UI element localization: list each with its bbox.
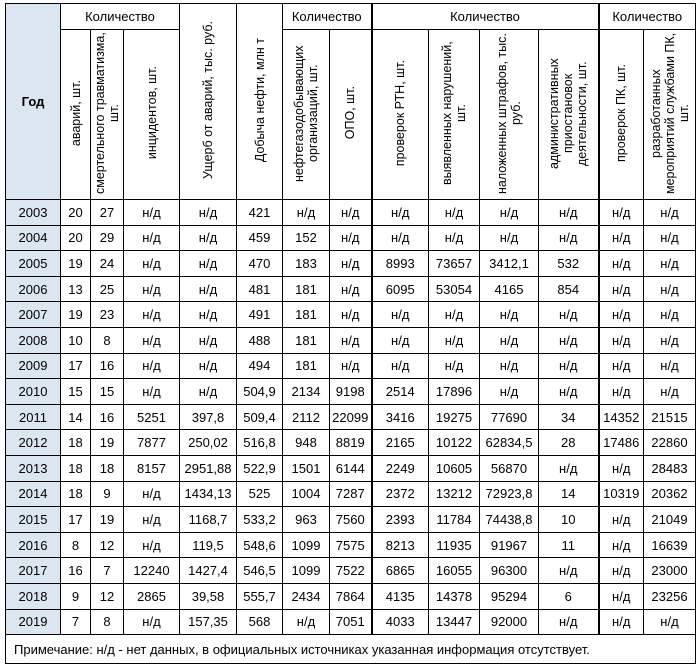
violations-cell: 16055	[429, 558, 480, 584]
damage-cell: н/д	[180, 379, 237, 405]
suspensions-cell: 11	[539, 532, 599, 558]
incidents-cell: н/д	[124, 302, 180, 328]
year-cell: 2004	[6, 225, 61, 251]
accidents-cell: 16	[61, 558, 91, 584]
pk-measures-header	[644, 30, 696, 200]
orgs-cell: 2112	[283, 404, 330, 430]
orgs-cell: 181	[283, 276, 330, 302]
pk-checks-cell: н/д	[599, 455, 644, 481]
oil-header-label: Добыча нефти, млн т	[252, 37, 267, 163]
table-row	[6, 302, 696, 328]
violations-cell: 19275	[429, 404, 480, 430]
fines-cell: 96300	[480, 558, 539, 584]
damage-cell: 119,5	[180, 532, 237, 558]
table-row	[6, 507, 696, 533]
violations-cell: 13447	[429, 609, 480, 635]
accidents-cell: 20	[61, 225, 91, 251]
incidents-cell: н/д	[124, 481, 180, 507]
year-cell: 2009	[6, 353, 61, 379]
suspensions-cell: 28	[539, 430, 599, 456]
violations-cell: 53054	[429, 276, 480, 302]
violations-cell: н/д	[429, 327, 480, 353]
violations-cell: 13212	[429, 481, 480, 507]
table-note: Примечание: н/д - нет данных, в официальных источниках указанная информация отсутствует.	[6, 635, 696, 664]
fines-cell: 74438,8	[480, 507, 539, 533]
year-cell: 2010	[6, 379, 61, 405]
group-header-count-4: Количество	[599, 4, 696, 30]
damage-cell: н/д	[180, 353, 237, 379]
damage-header	[180, 4, 237, 200]
group-header-count-3: Количество	[372, 4, 599, 30]
orgs-cell: 963	[283, 507, 330, 533]
year-cell: 2008	[6, 327, 61, 353]
rtn-checks-cell: н/д	[372, 327, 429, 353]
violations-cell: 14378	[429, 583, 480, 609]
table-row	[6, 481, 696, 507]
incidents-cell: н/д	[124, 353, 180, 379]
violations-cell: н/д	[429, 353, 480, 379]
oil-header	[237, 4, 283, 200]
incidents-cell: н/д	[124, 507, 180, 533]
orgs-cell: 1099	[283, 558, 330, 584]
rtn-checks-cell: 4033	[372, 609, 429, 635]
opo-cell: н/д	[330, 327, 372, 353]
suspensions-cell: 854	[539, 276, 599, 302]
fines-cell: 92000	[480, 609, 539, 635]
suspensions-cell: 6	[539, 583, 599, 609]
year-cell: 2005	[6, 251, 61, 277]
accidents-cell: 8	[61, 532, 91, 558]
pk-measures-cell: н/д	[644, 302, 696, 328]
year-cell: 2012	[6, 430, 61, 456]
fatal-cell: 12	[91, 532, 124, 558]
pk-checks-cell: н/д	[599, 327, 644, 353]
damage-cell: н/д	[180, 276, 237, 302]
oil-cell: 548,6	[237, 532, 283, 558]
fatal-header	[91, 30, 124, 200]
fatal-cell: 27	[91, 200, 124, 226]
pk-measures-cell: н/д	[644, 379, 696, 405]
damage-cell: н/д	[180, 225, 237, 251]
table-row	[6, 558, 696, 584]
pk-checks-cell: н/д	[599, 532, 644, 558]
violations-header-label: выявленных нарушений, шт.	[440, 41, 468, 185]
year-cell: 2017	[6, 558, 61, 584]
fines-cell: 72923,8	[480, 481, 539, 507]
pk-measures-cell: 22860	[644, 430, 696, 456]
opo-cell: 7051	[330, 609, 372, 635]
damage-cell: н/д	[180, 327, 237, 353]
rtn-checks-header-label: проверок РТН, шт.	[393, 59, 408, 167]
damage-cell: 39,58	[180, 583, 237, 609]
fatal-cell: 8	[91, 327, 124, 353]
suspensions-cell: н/д	[539, 455, 599, 481]
orgs-cell: 2134	[283, 379, 330, 405]
damage-cell: 1168,7	[180, 507, 237, 533]
opo-cell: 7560	[330, 507, 372, 533]
damage-cell: 157,35	[180, 609, 237, 635]
incidents-header	[124, 30, 180, 200]
oil-cell: 533,2	[237, 507, 283, 533]
oil-cell: 481	[237, 276, 283, 302]
pk-checks-cell: н/д	[599, 558, 644, 584]
opo-cell: н/д	[330, 251, 372, 277]
violations-cell: 73657	[429, 251, 480, 277]
violations-cell: н/д	[429, 302, 480, 328]
violations-cell: 10605	[429, 455, 480, 481]
fines-cell: н/д	[480, 379, 539, 405]
opo-cell: 7864	[330, 583, 372, 609]
rtn-checks-cell: 2393	[372, 507, 429, 533]
fatal-cell: 24	[91, 251, 124, 277]
year-cell: 2007	[6, 302, 61, 328]
suspensions-cell: 10	[539, 507, 599, 533]
group-header-count-2: Количество	[283, 4, 372, 30]
table-row	[6, 430, 696, 456]
pk-checks-cell: н/д	[599, 276, 644, 302]
fatal-cell: 8	[91, 609, 124, 635]
orgs-cell: 1501	[283, 455, 330, 481]
opo-cell: н/д	[330, 276, 372, 302]
suspensions-cell: 532	[539, 251, 599, 277]
pk-checks-cell: н/д	[599, 353, 644, 379]
opo-cell: 9198	[330, 379, 372, 405]
incidents-cell: н/д	[124, 225, 180, 251]
suspensions-header-label: административных приостановок деятельности, шт.	[547, 57, 590, 169]
suspensions-cell: н/д	[539, 558, 599, 584]
pk-checks-cell: н/д	[599, 507, 644, 533]
pk-checks-header	[599, 30, 644, 200]
incidents-cell: 5251	[124, 404, 180, 430]
opo-cell: 8819	[330, 430, 372, 456]
incidents-cell: 12240	[124, 558, 180, 584]
accidents-cell: 19	[61, 251, 91, 277]
pk-checks-cell: н/д	[599, 225, 644, 251]
orgs-header-label: нефтегазодобывающих организаций, шт.	[292, 44, 320, 182]
pk-measures-cell: н/д	[644, 251, 696, 277]
accidents-cell: 19	[61, 302, 91, 328]
oil-cell: 516,8	[237, 430, 283, 456]
accidents-cell: 15	[61, 379, 91, 405]
orgs-cell: 181	[283, 353, 330, 379]
oil-cell: 509,4	[237, 404, 283, 430]
orgs-cell: 1099	[283, 532, 330, 558]
pk-checks-cell: 10319	[599, 481, 644, 507]
rtn-checks-cell: 6095	[372, 276, 429, 302]
fines-cell: 77690	[480, 404, 539, 430]
rtn-checks-cell: 2249	[372, 455, 429, 481]
rtn-checks-cell: 2165	[372, 430, 429, 456]
oil-cell: 555,7	[237, 583, 283, 609]
accidents-cell: 10	[61, 327, 91, 353]
opo-header-label: ОПО, шт.	[343, 86, 358, 140]
suspensions-cell: н/д	[539, 609, 599, 635]
oil-cell: 421	[237, 200, 283, 226]
year-cell: 2011	[6, 404, 61, 430]
damage-cell: 250,02	[180, 430, 237, 456]
table-row	[6, 353, 696, 379]
rtn-checks-cell: 3416	[372, 404, 429, 430]
table-row	[6, 583, 696, 609]
year-cell: 2019	[6, 609, 61, 635]
fines-cell: н/д	[480, 327, 539, 353]
pk-measures-cell: н/д	[644, 276, 696, 302]
orgs-cell: 948	[283, 430, 330, 456]
table-row	[6, 455, 696, 481]
oil-cell: 525	[237, 481, 283, 507]
fatal-cell: 29	[91, 225, 124, 251]
orgs-cell: 183	[283, 251, 330, 277]
opo-cell: 6144	[330, 455, 372, 481]
pk-measures-cell: 23256	[644, 583, 696, 609]
orgs-cell: н/д	[283, 200, 330, 226]
fines-cell: н/д	[480, 302, 539, 328]
pk-measures-header-label: разработанных мероприятий службами ПК, шт.	[648, 32, 691, 194]
opo-cell: 22099	[330, 404, 372, 430]
accidents-cell: 18	[61, 430, 91, 456]
opo-cell: 7287	[330, 481, 372, 507]
accidents-cell: 17	[61, 353, 91, 379]
table-row	[6, 200, 696, 226]
incidents-cell: н/д	[124, 609, 180, 635]
pk-measures-cell: н/д	[644, 225, 696, 251]
oil-cell: 491	[237, 302, 283, 328]
orgs-cell: 2434	[283, 583, 330, 609]
pk-checks-cell: н/д	[599, 583, 644, 609]
violations-cell: н/д	[429, 225, 480, 251]
opo-cell: н/д	[330, 302, 372, 328]
year-header: Год	[6, 4, 61, 200]
pk-measures-cell: н/д	[644, 609, 696, 635]
fatal-cell: 16	[91, 404, 124, 430]
fines-cell: 62834,5	[480, 430, 539, 456]
accidents-cell: 18	[61, 455, 91, 481]
suspensions-cell: н/д	[539, 353, 599, 379]
opo-cell: н/д	[330, 200, 372, 226]
damage-cell: н/д	[180, 251, 237, 277]
pk-checks-cell: 17486	[599, 430, 644, 456]
fines-cell: 56870	[480, 455, 539, 481]
suspensions-cell: 14	[539, 481, 599, 507]
year-cell: 2015	[6, 507, 61, 533]
accidents-cell: 9	[61, 583, 91, 609]
damage-cell: н/д	[180, 200, 237, 226]
accidents-header-label: аварий, шт.	[68, 79, 83, 147]
oil-cell: 504,9	[237, 379, 283, 405]
violations-cell: 17896	[429, 379, 480, 405]
pk-measures-cell: 16639	[644, 532, 696, 558]
table-row	[6, 379, 696, 405]
pk-measures-cell: 28483	[644, 455, 696, 481]
incidents-cell: н/д	[124, 251, 180, 277]
year-cell: 2013	[6, 455, 61, 481]
orgs-cell: 181	[283, 302, 330, 328]
pk-measures-cell: н/д	[644, 327, 696, 353]
oil-cell: 494	[237, 353, 283, 379]
orgs-cell: 181	[283, 327, 330, 353]
damage-cell: 1427,4	[180, 558, 237, 584]
opo-header	[330, 30, 372, 200]
rtn-checks-header	[372, 30, 429, 200]
orgs-cell: 1004	[283, 481, 330, 507]
pk-measures-cell: 21515	[644, 404, 696, 430]
incidents-cell: 8157	[124, 455, 180, 481]
rtn-checks-cell: н/д	[372, 353, 429, 379]
data-table-wrapper	[5, 3, 696, 664]
year-cell: 2018	[6, 583, 61, 609]
rtn-checks-cell: н/д	[372, 200, 429, 226]
rtn-checks-cell: 2372	[372, 481, 429, 507]
oil-cell: 522,9	[237, 455, 283, 481]
fatal-cell: 16	[91, 353, 124, 379]
year-cell: 2003	[6, 200, 61, 226]
rtn-checks-cell: 8213	[372, 532, 429, 558]
suspensions-cell: н/д	[539, 225, 599, 251]
fatal-cell: 12	[91, 583, 124, 609]
violations-cell: 11935	[429, 532, 480, 558]
accidents-cell: 17	[61, 507, 91, 533]
incidents-cell: н/д	[124, 276, 180, 302]
oil-cell: 546,5	[237, 558, 283, 584]
fines-cell: 95294	[480, 583, 539, 609]
incidents-cell: 7877	[124, 430, 180, 456]
fatal-cell: 19	[91, 507, 124, 533]
fines-cell: 4165	[480, 276, 539, 302]
opo-cell: н/д	[330, 225, 372, 251]
orgs-header	[283, 30, 330, 200]
pk-measures-cell: н/д	[644, 353, 696, 379]
pk-checks-cell: н/д	[599, 379, 644, 405]
suspensions-cell: н/д	[539, 200, 599, 226]
data-table	[5, 3, 696, 664]
year-cell: 2016	[6, 532, 61, 558]
suspensions-cell: н/д	[539, 379, 599, 405]
accidents-header	[61, 30, 91, 200]
suspensions-cell: н/д	[539, 302, 599, 328]
table-row	[6, 609, 696, 635]
damage-cell: н/д	[180, 302, 237, 328]
opo-cell: 7522	[330, 558, 372, 584]
accidents-cell: 20	[61, 200, 91, 226]
rtn-checks-cell: 6865	[372, 558, 429, 584]
year-cell: 2006	[6, 276, 61, 302]
fatal-cell: 23	[91, 302, 124, 328]
fatal-cell: 18	[91, 455, 124, 481]
accidents-cell: 18	[61, 481, 91, 507]
suspensions-cell: н/д	[539, 327, 599, 353]
table-row	[6, 404, 696, 430]
incidents-cell: н/д	[124, 379, 180, 405]
oil-cell: 488	[237, 327, 283, 353]
pk-checks-cell: н/д	[599, 302, 644, 328]
group-header-count-1: Количество	[61, 4, 180, 30]
violations-cell: 10122	[429, 430, 480, 456]
rtn-checks-cell: н/д	[372, 302, 429, 328]
fatal-header-label: смертельного травматизма, шт.	[93, 32, 121, 194]
fines-cell: н/д	[480, 225, 539, 251]
table-row	[6, 276, 696, 302]
pk-measures-cell: н/д	[644, 200, 696, 226]
rtn-checks-cell: 8993	[372, 251, 429, 277]
violations-header	[429, 30, 480, 200]
incidents-cell: н/д	[124, 200, 180, 226]
orgs-cell: 152	[283, 225, 330, 251]
pk-measures-cell: 20362	[644, 481, 696, 507]
accidents-cell: 13	[61, 276, 91, 302]
oil-cell: 459	[237, 225, 283, 251]
accidents-cell: 7	[61, 609, 91, 635]
damage-cell: 2951,88	[180, 455, 237, 481]
damage-cell: 397,8	[180, 404, 237, 430]
incidents-header-label: инцидентов, шт.	[144, 66, 159, 160]
incidents-cell: 2865	[124, 583, 180, 609]
pk-checks-header-label: проверок ПК, шт.	[614, 63, 629, 163]
fines-cell: 3412,1	[480, 251, 539, 277]
fatal-cell: 7	[91, 558, 124, 584]
table-body	[6, 200, 696, 635]
suspensions-cell: 34	[539, 404, 599, 430]
fatal-cell: 15	[91, 379, 124, 405]
rtn-checks-cell: н/д	[372, 225, 429, 251]
fines-header	[480, 30, 539, 200]
incidents-cell: н/д	[124, 532, 180, 558]
fines-cell: н/д	[480, 200, 539, 226]
pk-checks-cell: н/д	[599, 609, 644, 635]
fatal-cell: 9	[91, 481, 124, 507]
pk-checks-cell: н/д	[599, 251, 644, 277]
orgs-cell: н/д	[283, 609, 330, 635]
fines-header-label: наложенных штрафов, тыс. руб.	[495, 32, 523, 194]
table-row	[6, 327, 696, 353]
pk-checks-cell: н/д	[599, 200, 644, 226]
pk-checks-cell: 14352	[599, 404, 644, 430]
pk-measures-cell: 23000	[644, 558, 696, 584]
oil-cell: 470	[237, 251, 283, 277]
accidents-cell: 14	[61, 404, 91, 430]
incidents-cell: н/д	[124, 327, 180, 353]
fines-cell: н/д	[480, 353, 539, 379]
table-row	[6, 251, 696, 277]
damage-header-label: Ущерб от аварий, тыс. руб.	[201, 21, 215, 179]
table-row	[6, 532, 696, 558]
year-cell: 2014	[6, 481, 61, 507]
oil-cell: 568	[237, 609, 283, 635]
damage-cell: 1434,13	[180, 481, 237, 507]
rtn-checks-cell: 4135	[372, 583, 429, 609]
violations-cell: 11784	[429, 507, 480, 533]
pk-measures-cell: 21049	[644, 507, 696, 533]
opo-cell: н/д	[330, 353, 372, 379]
table-row	[6, 225, 696, 251]
opo-cell: 7575	[330, 532, 372, 558]
violations-cell: н/д	[429, 200, 480, 226]
fatal-cell: 25	[91, 276, 124, 302]
fatal-cell: 19	[91, 430, 124, 456]
fines-cell: 91967	[480, 532, 539, 558]
rtn-checks-cell: 2514	[372, 379, 429, 405]
suspensions-header	[539, 30, 599, 200]
